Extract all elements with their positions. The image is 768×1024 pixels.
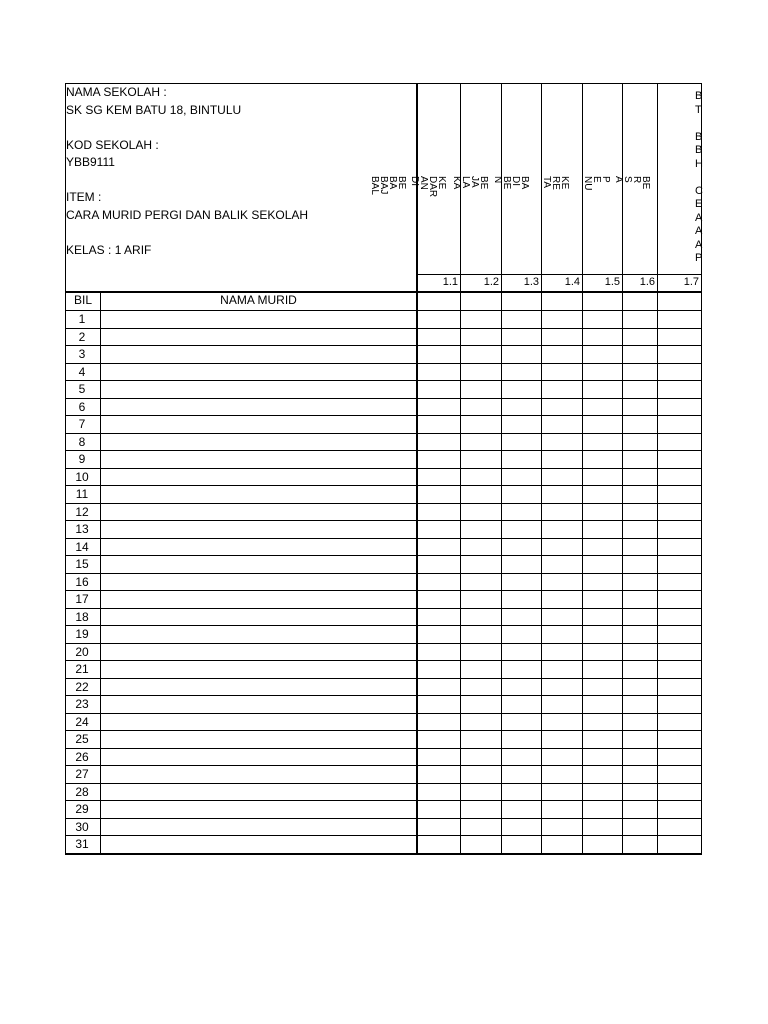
student-name-cell[interactable] [101,451,416,467]
student-name-cell[interactable] [101,819,416,835]
row-number: 6 [78,400,86,414]
row-number: 28 [75,785,89,799]
row-number: 11 [75,487,89,501]
student-name-cell[interactable] [101,311,416,327]
row-number: 1 [78,312,86,326]
student-name-cell[interactable] [101,346,416,362]
sheet-header [66,84,416,259]
student-name-header: NAMA MURID [220,293,297,307]
item-header-1-2: KE DAR AN DI [409,176,447,198]
row-number: 3 [78,347,86,361]
row-number: 9 [78,452,86,466]
row-number: 27 [75,767,89,781]
row-number: 17 [75,592,89,606]
student-name-cell[interactable] [101,469,416,485]
row-number: 12 [75,505,89,519]
student-name-cell[interactable] [101,801,416,817]
item-code-1-7: 1.7 [683,276,699,288]
row-number: 24 [75,715,89,729]
item-code-1-5: 1.5 [604,276,620,288]
class-label: KELAS : 1 ARIF [66,242,152,257]
student-name-cell[interactable] [101,381,416,397]
row-number: 30 [75,820,89,834]
student-name-cell[interactable] [101,416,416,432]
item-code-1-6: 1.6 [639,276,655,288]
student-name-cell[interactable] [101,329,416,345]
student-name-cell[interactable] [101,574,416,590]
item-code-1-3: 1.3 [523,276,539,288]
student-name-cell[interactable] [101,434,416,450]
row-number: 15 [75,557,89,571]
item-header-1-6: P E NU [582,176,611,191]
truncated-column-header: B T B B H C E A A A P [695,90,703,264]
school-code-label: KOD SEKOLAH : [66,137,159,152]
student-name-cell[interactable] [101,486,416,502]
student-name-cell[interactable] [101,731,416,747]
student-name-cell[interactable] [101,784,416,800]
row-number: 10 [75,470,89,484]
row-number: 25 [75,732,89,746]
student-name-cell[interactable] [101,696,416,712]
school-name: SK SG KEM BATU 18, BINTULU [66,102,242,117]
row-number: 8 [78,435,86,449]
student-name-cell[interactable] [101,364,416,380]
student-name-cell[interactable] [101,521,416,537]
student-name-cell[interactable] [101,644,416,660]
item-code-1-2: 1.2 [483,276,499,288]
row-number: 5 [78,382,86,396]
row-number: 26 [75,750,89,764]
row-number: 19 [75,627,89,641]
student-name-cell[interactable] [101,399,416,415]
row-number: 7 [78,417,86,431]
row-number: 22 [75,680,89,694]
row-number: 2 [78,330,86,344]
bil-header: BIL [73,293,92,307]
row-number: 23 [75,697,89,711]
school-label: NAMA SEKOLAH : [66,85,167,99]
row-number: 14 [75,540,89,554]
student-name-cell[interactable] [101,836,416,852]
item-header-1-1: BE BA BAJ BAL [369,176,407,195]
item-header-1-7: BE R S A [613,176,651,190]
row-number: 13 [75,522,89,536]
row-number: 31 [75,837,89,851]
item-code-1-1: 1.1 [442,276,458,288]
row-number: 18 [75,610,89,624]
student-name-cell[interactable] [101,556,416,572]
student-name-cell[interactable] [101,609,416,625]
item-header-1-5: KE RE TA [541,176,570,190]
student-name-cell[interactable] [101,591,416,607]
row-number: 4 [78,365,86,379]
item-header-1-4: BA DI BE N [492,176,530,190]
row-number: 21 [75,662,89,676]
student-name-cell[interactable] [101,626,416,642]
student-name-cell[interactable] [101,661,416,677]
student-name-cell[interactable] [101,766,416,782]
row-number: 29 [75,802,89,816]
student-name-cell[interactable] [101,504,416,520]
student-name-cell[interactable] [101,714,416,730]
student-name-cell[interactable] [101,539,416,555]
row-number: 16 [75,575,89,589]
student-name-cell[interactable] [101,749,416,765]
item-label: ITEM : [66,190,102,204]
item-header-1-3: BE JA LA KA [451,176,489,190]
student-name-cell[interactable] [101,679,416,695]
item-code-1-4: 1.4 [564,276,580,288]
item-value: CARA MURID PERGI DAN BALIK SEKOLAH [66,207,309,222]
school-code: YBB9111 [66,155,115,169]
row-number: 20 [75,645,89,659]
